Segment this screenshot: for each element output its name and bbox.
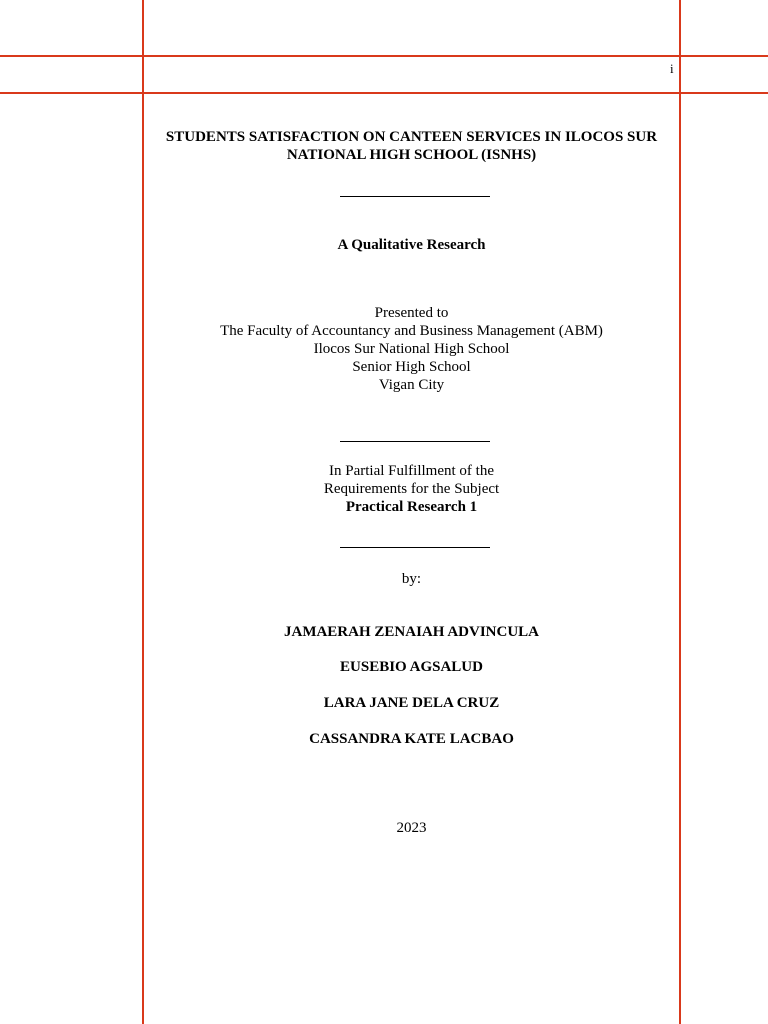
presented-to-line: Presented to: [374, 305, 449, 321]
presented-to-line: Vigan City: [378, 377, 445, 393]
fulfillment-line: In Partial Fulfillment of the: [329, 463, 494, 479]
presented-to-line: Ilocos Sur National High School: [313, 341, 510, 357]
author-name: JAMAERAH ZENAIAH ADVINCULA: [283, 624, 539, 640]
fulfillment-line: Requirements for the Subject: [323, 481, 500, 497]
presented-to-line: Senior High School: [352, 359, 471, 375]
separator-line: [340, 547, 490, 548]
page-number: i: [670, 61, 674, 76]
margin-line-right: [679, 0, 681, 1024]
separator-line: [340, 196, 490, 197]
separator-line: [340, 441, 490, 442]
presented-to-line: The Faculty of Accountancy and Business Management (ABM): [220, 323, 603, 339]
year: 2023: [396, 820, 427, 836]
by-label: by:: [401, 571, 422, 587]
author-name: EUSEBIO AGSALUD: [340, 659, 483, 675]
title-line-2: NATIONAL HIGH SCHOOL (ISNHS): [286, 147, 537, 163]
header-line-bottom: [0, 92, 768, 94]
subject-name: Practical Research 1: [345, 499, 478, 515]
header-line-top: [0, 55, 768, 57]
title-line-1: STUDENTS SATISFACTION ON CANTEEN SERVICES IN ILOCOS SUR: [165, 129, 658, 145]
document-title: [144, 128, 679, 164]
author-name: CASSANDRA KATE LACBAO: [309, 731, 514, 747]
author-name: LARA JANE DELA CRUZ: [323, 695, 500, 711]
presented-to-block: [144, 304, 679, 394]
research-type: A Qualitative Research: [337, 237, 486, 253]
fulfillment-block: [144, 462, 679, 516]
